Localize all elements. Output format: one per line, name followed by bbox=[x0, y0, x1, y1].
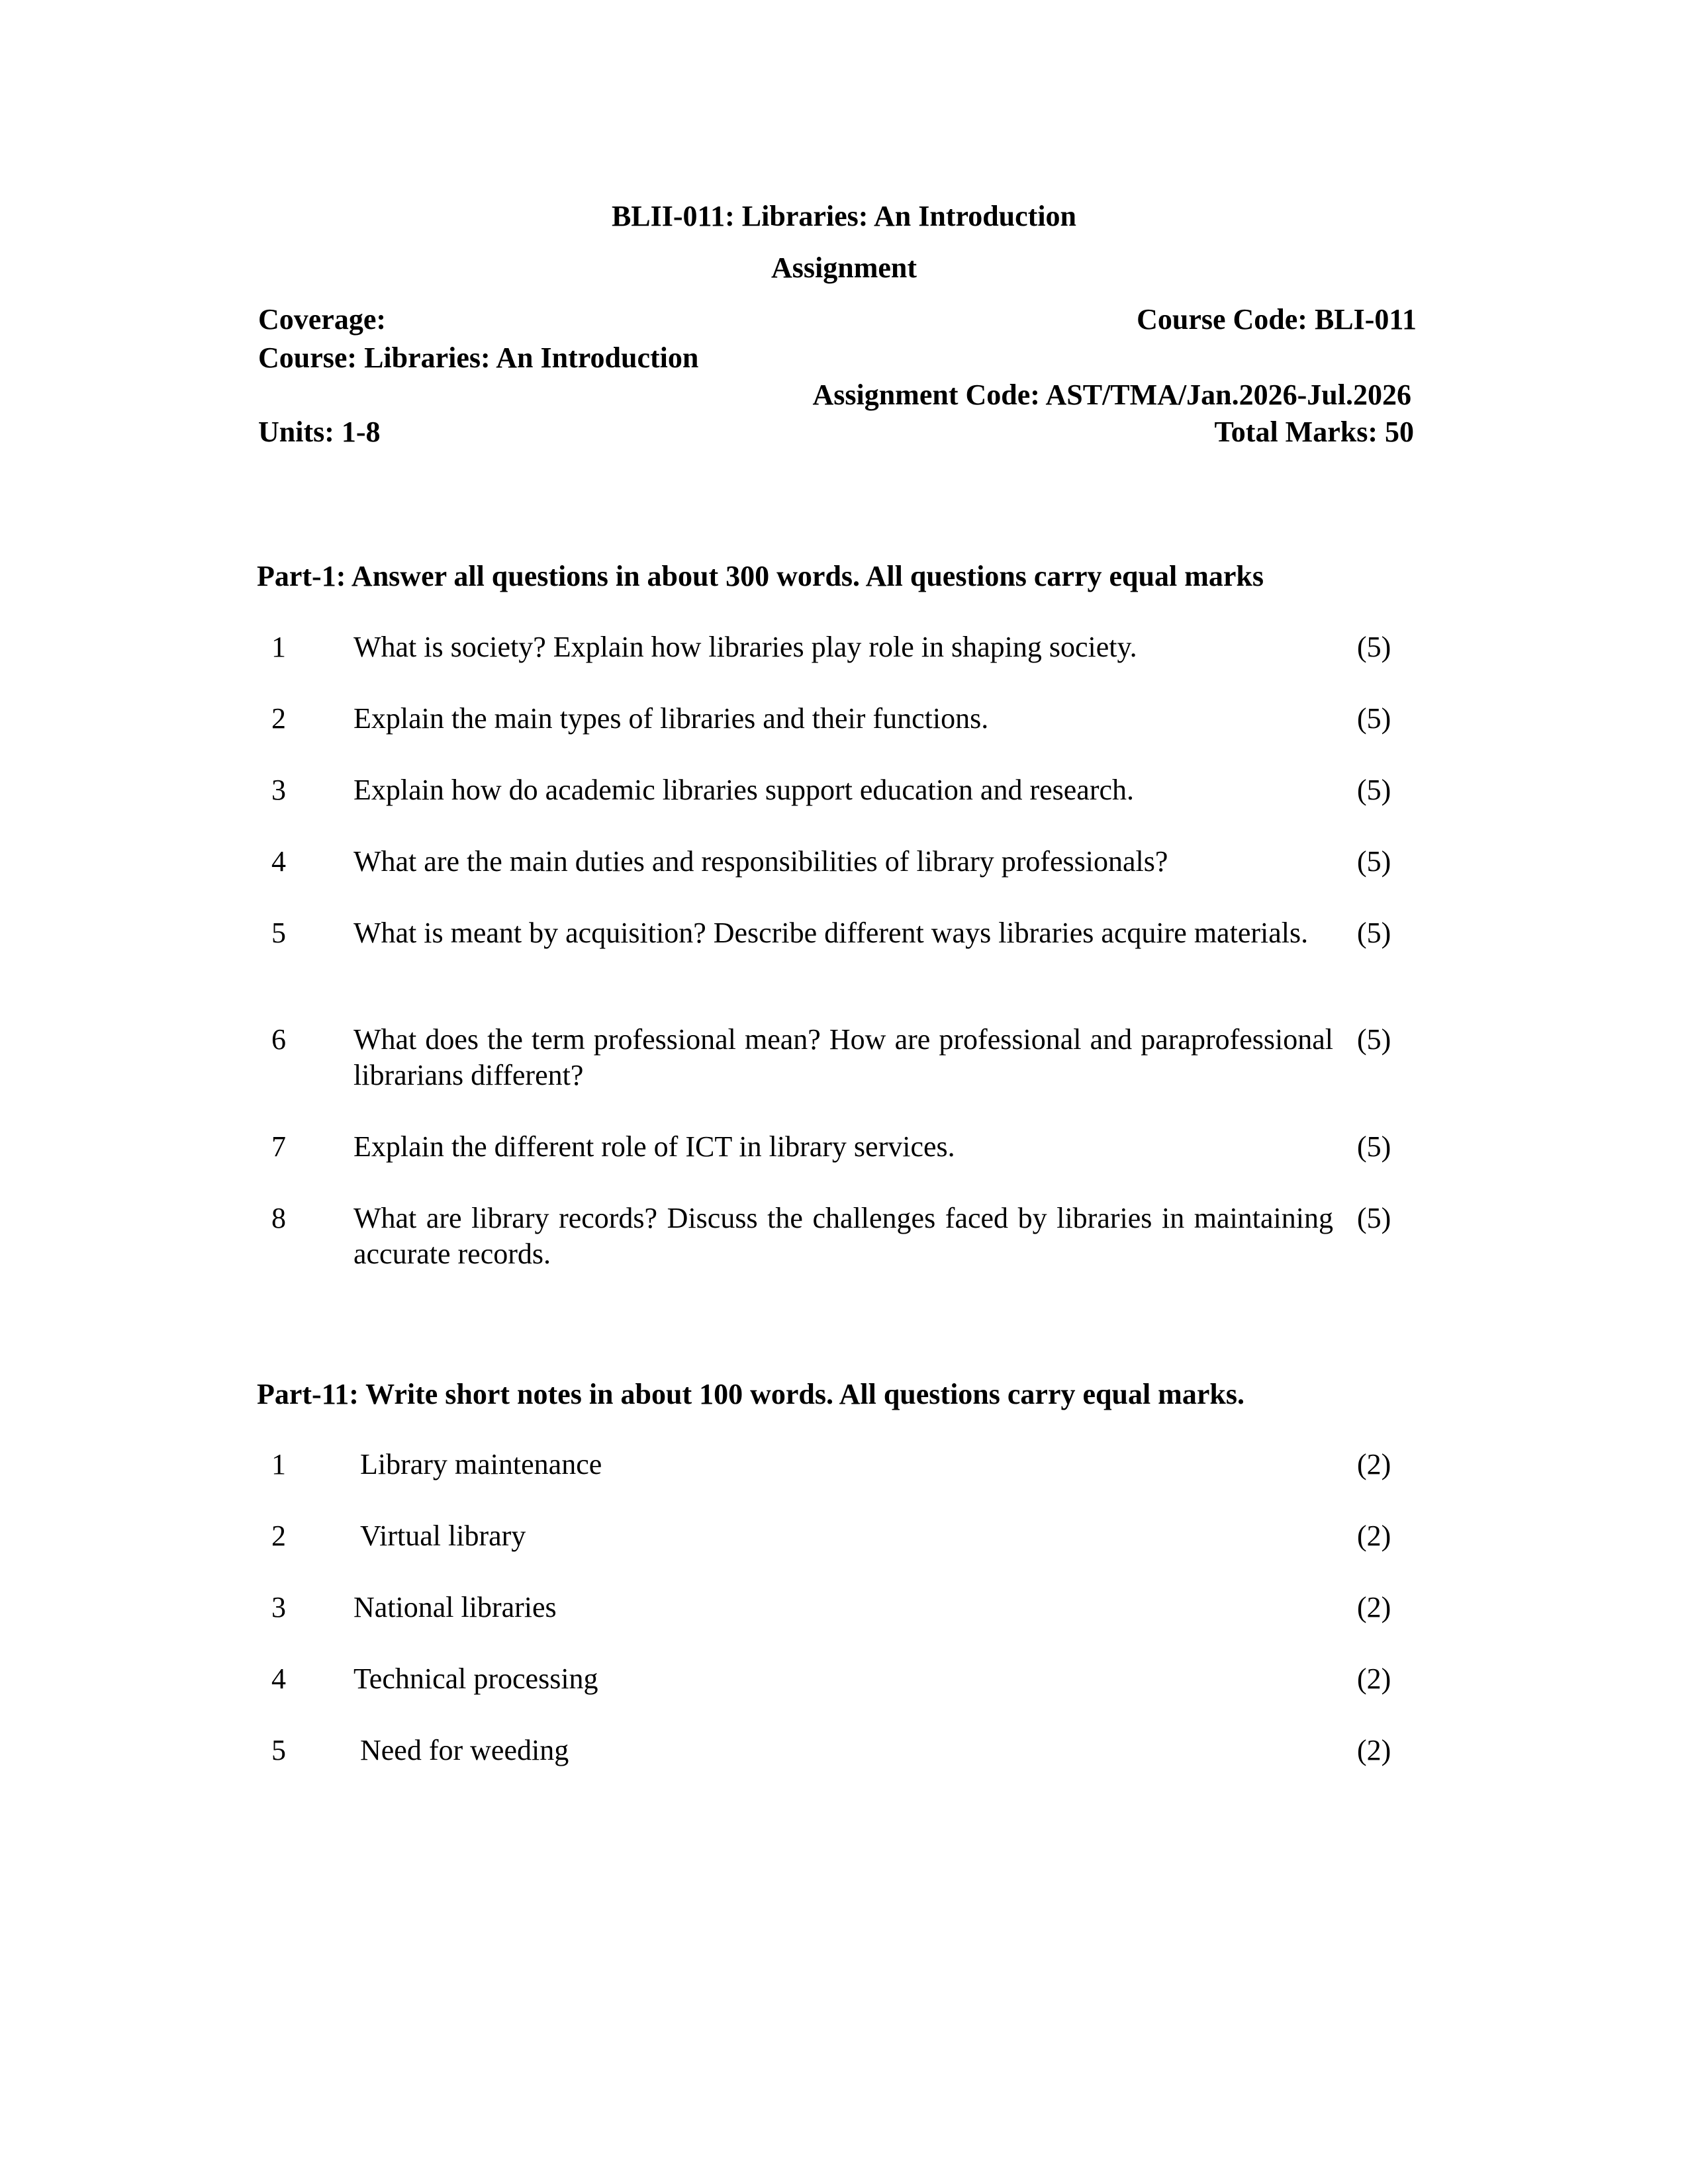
part2-heading: Part-11: Write short notes in about 100 words. All questions carry equal marks. bbox=[257, 1378, 1244, 1410]
question-number: 6 bbox=[271, 1023, 286, 1056]
question-marks: (2) bbox=[1357, 1448, 1391, 1480]
question-text: What is meant by acquisition? Describe different ways libraries acquire materials. bbox=[353, 917, 1309, 949]
question-number: 2 bbox=[271, 702, 286, 735]
document-subtitle: Assignment bbox=[771, 251, 917, 284]
question-text: Library maintenance bbox=[360, 1448, 602, 1480]
question-number: 1 bbox=[271, 631, 286, 663]
total-marks: Total Marks: 50 bbox=[1214, 416, 1414, 448]
question-text: Virtual library bbox=[360, 1520, 526, 1552]
document-title: BLII-011: Libraries: An Introduction bbox=[611, 200, 1077, 232]
question-text: What does the term professional mean? How are professional and paraprofessional librarians different? bbox=[353, 1023, 1333, 1091]
coverage-label: Coverage: bbox=[258, 303, 387, 336]
course-code: Course Code: BLI-011 bbox=[1137, 303, 1417, 336]
question-text: What are library records? Discuss the challenges faced by libraries in maintaining accurate records. bbox=[353, 1202, 1333, 1270]
question-number: 3 bbox=[271, 1591, 286, 1623]
units: Units: 1-8 bbox=[258, 416, 381, 448]
question-number: 1 bbox=[271, 1448, 286, 1480]
question-marks: (5) bbox=[1357, 702, 1391, 735]
question-number: 8 bbox=[271, 1202, 286, 1234]
question-marks: (5) bbox=[1357, 1202, 1391, 1234]
question-text: What is society? Explain how libraries play role in shaping society. bbox=[353, 631, 1137, 663]
question-number: 5 bbox=[271, 1734, 286, 1766]
question-marks: (5) bbox=[1357, 774, 1391, 806]
question-number: 5 bbox=[271, 917, 286, 949]
question-text: Explain the main types of libraries and their functions. bbox=[353, 702, 989, 735]
question-marks: (2) bbox=[1357, 1662, 1391, 1695]
question-marks: (2) bbox=[1357, 1734, 1391, 1766]
part1-heading: Part-1: Answer all questions in about 300 words. All questions carry equal marks bbox=[257, 560, 1264, 592]
question-marks: (5) bbox=[1357, 917, 1391, 949]
assignment-code: Assignment Code: AST/TMA/Jan.2026-Jul.2026 bbox=[812, 379, 1411, 411]
question-text: Technical processing bbox=[353, 1662, 598, 1695]
question-marks: (2) bbox=[1357, 1520, 1391, 1552]
question-text: Explain how do academic libraries support education and research. bbox=[353, 774, 1134, 806]
question-number: 2 bbox=[271, 1520, 286, 1552]
question-marks: (5) bbox=[1357, 845, 1391, 878]
question-text: Explain the different role of ICT in library services. bbox=[353, 1130, 955, 1163]
question-number: 4 bbox=[271, 1662, 286, 1695]
question-marks: (2) bbox=[1357, 1591, 1391, 1623]
question-number: 4 bbox=[271, 845, 286, 878]
question-marks: (5) bbox=[1357, 1023, 1391, 1056]
question-number: 7 bbox=[271, 1130, 286, 1163]
course-name: Course: Libraries: An Introduction bbox=[258, 341, 699, 374]
question-marks: (5) bbox=[1357, 631, 1391, 663]
question-marks: (5) bbox=[1357, 1130, 1391, 1163]
question-number: 3 bbox=[271, 774, 286, 806]
question-text: National libraries bbox=[353, 1591, 557, 1623]
question-text: What are the main duties and responsibilities of library professionals? bbox=[353, 845, 1168, 878]
question-text: Need for weeding bbox=[360, 1734, 569, 1766]
